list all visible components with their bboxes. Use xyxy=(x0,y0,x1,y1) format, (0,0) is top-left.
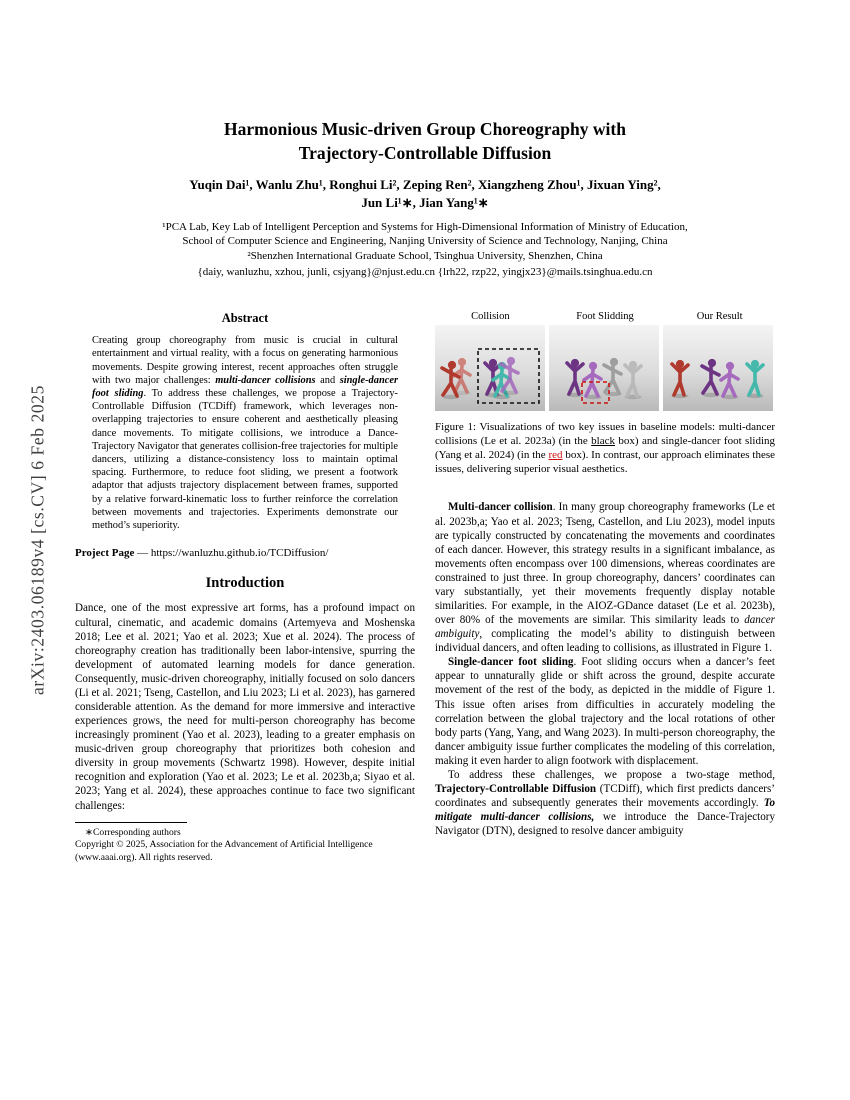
abstract-term-collisions: multi-dancer collisions xyxy=(215,374,316,386)
figure-panels xyxy=(435,325,775,411)
para3-run-4: we introduce the Dance-Trajectory Navigator (DTN), designed to resolve dancer ambiguity xyxy=(435,811,775,838)
two-column-layout xyxy=(75,311,775,864)
introduction-paragraph: Dance, one of the most expressive art forms, has a profound impact on cultural, cinematic, and academic domains (Artemyeva and Moshenska 2018; Lee et al. 2021; Yao et al. 2023; Xue et al. 2024). The process of choreography creation has traditionally been labor-intensive, spurring the development of automated learning models for dance generation. Consequently, music-driven choreography, initially focused on solo dancers (Li et al. 2021; Tseng, Castellon, and Liu 2023; Li et al. 2023), has garnered considerable attention. As the demand for more immersive and interactive experiences grows, the need for multi-person choreography has become increasingly prominent (Yao et al. 2023), leading to a greater emphasis on music-driven group choreography that prioritizes both cohesion and diversity in group movements (Schwartz 1998). However, despite initial recognition and exploration (Yao et al. 2023; Le et al. 2023b,a; Siyao et al. 2023; Yang et al. 2024), these approaches continue to face two significant challenges: xyxy=(75,602,415,812)
figure-panel-foot-sliding-image xyxy=(549,325,659,411)
author-emails: {daiy, wanluzhu, xzhou, junli, csjyang}@njust.edu.cn {lrh22, rzp22, yingjx23}@mails.tsinghua.edu.cn xyxy=(197,265,653,278)
para1-term-dancer-ambiguity: dancer ambiguity xyxy=(435,614,775,641)
para3-term-mitigate-collisions: To mitigate multi-dancer collisions, xyxy=(435,797,775,824)
abstract-term-foot-sliding: single-dancer foot sliding xyxy=(92,374,398,399)
abstract-run-2: and xyxy=(315,374,340,386)
paper-content xyxy=(75,118,775,865)
abstract-section xyxy=(75,311,415,532)
figure-label-collision: Collision xyxy=(471,311,510,323)
right-column xyxy=(435,311,775,864)
figure-label-foot-sliding: Foot Slidding xyxy=(576,311,634,323)
title-line-1: Harmonious Music-driven Group Choreography with xyxy=(224,119,626,139)
caption-run-2: box) and single-dancer foot sliding (Yang et al. 2024) (in the xyxy=(435,435,776,462)
introduction-heading: Introduction xyxy=(205,575,285,592)
abstract-run-4: . To address these challenges, we propose a Trajectory-Controllable Diffusion (TCDiff) framework, which leverages non-overlapping trajectories to ensure coherent and aesthetically pleasing dance movements. To mitigate collisions, we introduce a Dance-Trajectory Navigator that generates collision-free trajectories for multiple dancers, utilizing a distance-consistency loss to maintain optimal spacing. Furthermore, to reduce foot sliding, we present a footwork adaptor that adjusts trajectory displacement between frames, supported by a relative forward-kinematic loss to further reinforce the correlation between movements and trajectories. Experiments demonstrate our method’s superiority. xyxy=(92,387,398,531)
figure-1-caption xyxy=(435,420,775,476)
figure-panel-collision-image xyxy=(435,325,545,411)
project-page-url[interactable]: — https://wanluzhu.github.io/TCDiffusion/ xyxy=(134,547,329,560)
authors-line-2: Jun Li¹∗, Jian Yang¹∗ xyxy=(361,195,489,211)
footnote-copyright: Copyright © 2025, Association for the Advancement of Artificial Intelligence (www.aaai.org). All rights reserved. xyxy=(75,839,373,863)
para3-run-2: (TCDiff), which first predicts dancers’ coordinates and subsequently generates their movements accordingly. xyxy=(435,783,775,810)
footnote-block xyxy=(75,822,415,865)
affiliation-1-line-1: ¹PCA Lab, Key Lab of Intelligent Perception and Systems for High-Dimensional Information of Ministry of Education, xyxy=(162,220,688,233)
caption-black-box-ref: black xyxy=(591,435,615,448)
left-column xyxy=(75,311,415,864)
paper-title xyxy=(75,118,775,165)
caption-red-box-ref: red xyxy=(548,449,563,462)
arxiv-watermark: arXiv:2403.06189v4 [cs.CV] 6 Feb 2025 xyxy=(27,385,48,695)
footnote-rule xyxy=(75,822,187,823)
project-page-line xyxy=(75,546,415,560)
caption-run-0: Figure 1: Visualizations of two key issues in baseline models: multi-dancer collisions (Le et al. 2023a) (in the xyxy=(435,421,775,448)
paragraph-proposed-method xyxy=(435,768,775,838)
abstract-run-0: Creating group choreography from music is crucial in cultural entertainment and virtual reality, with a focus on generating harmonious movements. Despite growing interest, recent approaches often struggle with two major challenges: xyxy=(92,335,398,386)
figure-label-our-result: Our Result xyxy=(696,311,743,323)
caption-run-4: box). In contrast, our approach eliminates these issues, delivering superior visual aesthetics. xyxy=(435,449,775,476)
title-line-2: Trajectory-Controllable Diffusion xyxy=(298,142,552,163)
para1-run-3: , complicating the model’s ability to distinguish between individual dancers, and often leading to collisions, as illustrated in Figure 1. xyxy=(435,628,775,655)
para2-run-1: . Foot sliding occurs when a dancer’s feet appear to unnaturally glide or shift across the ground, despite accurate movement of the rest of the body, as depicted in the middle of Figure 1. This issue often arises from difficulties in accurately modeling the correlation between the global trajectory and the local rotations of other body parts (Yang, Yang, and Wang 2023). In multi-person choreography, the dancer ambiguity issue further complicates the modeling of this correlation, making it even harder to align footwork with displacement. xyxy=(435,656,776,767)
footnote-corresponding-authors: ∗Corresponding authors xyxy=(85,826,181,838)
figure-panel-labels xyxy=(435,311,775,322)
authors-line-1: Yuqin Dai¹, Wanlu Zhu¹, Ronghui Li², Zeping Ren², Xiangzheng Zhou¹, Jixuan Ying², xyxy=(189,177,661,193)
abstract-heading: Abstract xyxy=(221,311,269,326)
affiliation-1-line-2: School of Computer Science and Engineering, Nanjing University of Science and Technology, Nanjing, China xyxy=(182,235,668,248)
affiliation-2: ²Shenzhen International Graduate School, Tsinghua University, Shenzhen, China xyxy=(247,249,603,262)
figure-1 xyxy=(435,311,775,476)
para1-run-1: . In many group choreography frameworks (Le et al. 2023b,a; Yao et al. 2023; Tseng, Castellon, and Liu 2023), model inputs are typically constructed by concatenating the movements and coordinates of each dancer. However, this strategy results in a significant imbalance, as movements often encompass over 100 dimensions, whereas coordinates are constrained to just three. In group choreography, dancers’ coordinates can vary substantially, yet their movements frequently display notable similarities. For example, in the AIOZ-GDance dataset (Le et al. 2023b), over 80% of the movements are similar. This similarity leads to xyxy=(435,501,775,627)
para2-heading-run: Single-dancer foot sliding xyxy=(448,656,574,669)
panel-background xyxy=(549,325,659,411)
project-page-label: Project Page xyxy=(75,547,135,560)
abstract-text xyxy=(75,334,415,532)
figure-panel-our-result-image xyxy=(663,325,773,411)
paragraph-single-dancer-foot-sliding xyxy=(435,655,775,768)
para3-run-0: To address these challenges, we propose a two-stage method, xyxy=(448,768,775,781)
para3-term-tcdiff: Trajectory-Controllable Diffusion xyxy=(435,783,597,795)
paragraph-multi-dancer-collision xyxy=(435,500,775,655)
para1-heading-run: Multi-dancer collision xyxy=(448,501,553,514)
